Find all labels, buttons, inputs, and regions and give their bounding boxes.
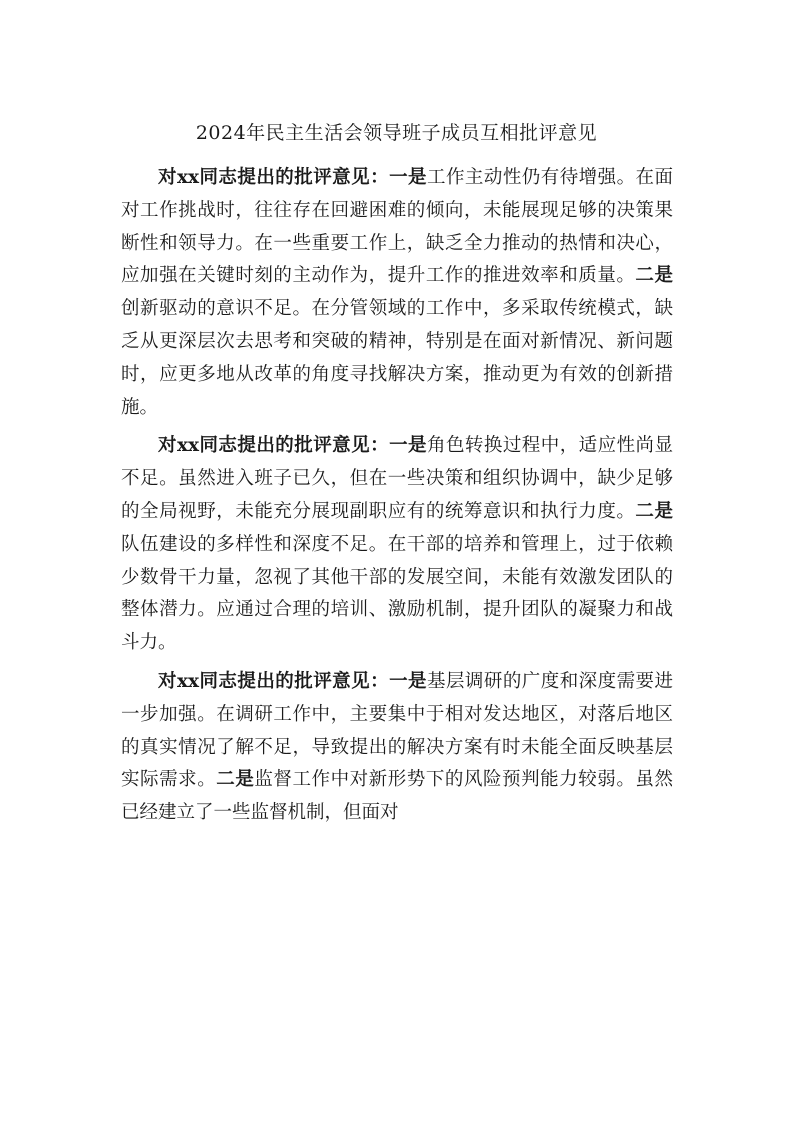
paragraph-lead: 对xx同志提出的批评意见： <box>158 435 390 457</box>
point-text: 创新驱动的意识不足。在分管领域的工作中，多采取传统模式，缺乏从更深层次去思考和突破的精神，特别是在面对新情况、新问题时，应更多地从改革的角度寻找解决方案，推动更为有效的创新措施。 <box>121 298 673 418</box>
point-text: 角色转换过程中，适应性尚显不足。虽然进入班子已久，但在一些决策和组织协调中，缺少足够的全局视野，未能充分展现副职应有的统筹意识和执行力度。 <box>121 435 673 522</box>
point-marker: 二是 <box>216 769 255 791</box>
point-text: 工作主动性仍有待增强。在面对工作挑战时，往往存在回避困难的倾向，未能展现足够的决策果断性和领导力。在一些重要工作上，缺乏全力推动的热情和决心，应加强在关键时刻的主动作为，提升工作的推进效率和质量。 <box>121 167 673 287</box>
criticism-paragraph-2 <box>121 430 673 660</box>
criticism-paragraph-1 <box>121 162 673 424</box>
point-marker: 二是 <box>635 500 673 522</box>
point-marker: 一是 <box>389 167 427 188</box>
paragraph-lead: 对xx同志提出的批评意见： <box>158 167 390 188</box>
paragraph-lead: 对xx同志提出的批评意见： <box>158 670 390 692</box>
criticism-paragraph-3 <box>121 666 673 830</box>
document-body <box>121 162 673 836</box>
point-text: 监督工作中对新形势下的风险预判能力较弱。虽然已经建立了一些监督机制，但面对 <box>121 769 673 824</box>
point-marker: 二是 <box>635 265 673 287</box>
document-title: 2024年民主生活会领导班子成员互相批评意见 <box>195 122 598 144</box>
point-marker: 一是 <box>389 670 427 692</box>
point-marker: 一是 <box>389 435 427 457</box>
point-text: 基层调研的广度和深度需要进一步加强。在调研工作中，主要集中于相对发达地区，对落后地区的真实情况了解不足，导致提出的解决方案有时未能全面反映基层实际需求。 <box>121 670 673 791</box>
point-text: 队伍建设的多样性和深度不足。在干部的培养和管理上，过于依赖少数骨干力量，忽视了其他干部的发展空间，未能有效激发团队的整体潜力。应通过合理的培训、激励机制，提升团队的凝聚力和战斗力。 <box>121 533 673 654</box>
